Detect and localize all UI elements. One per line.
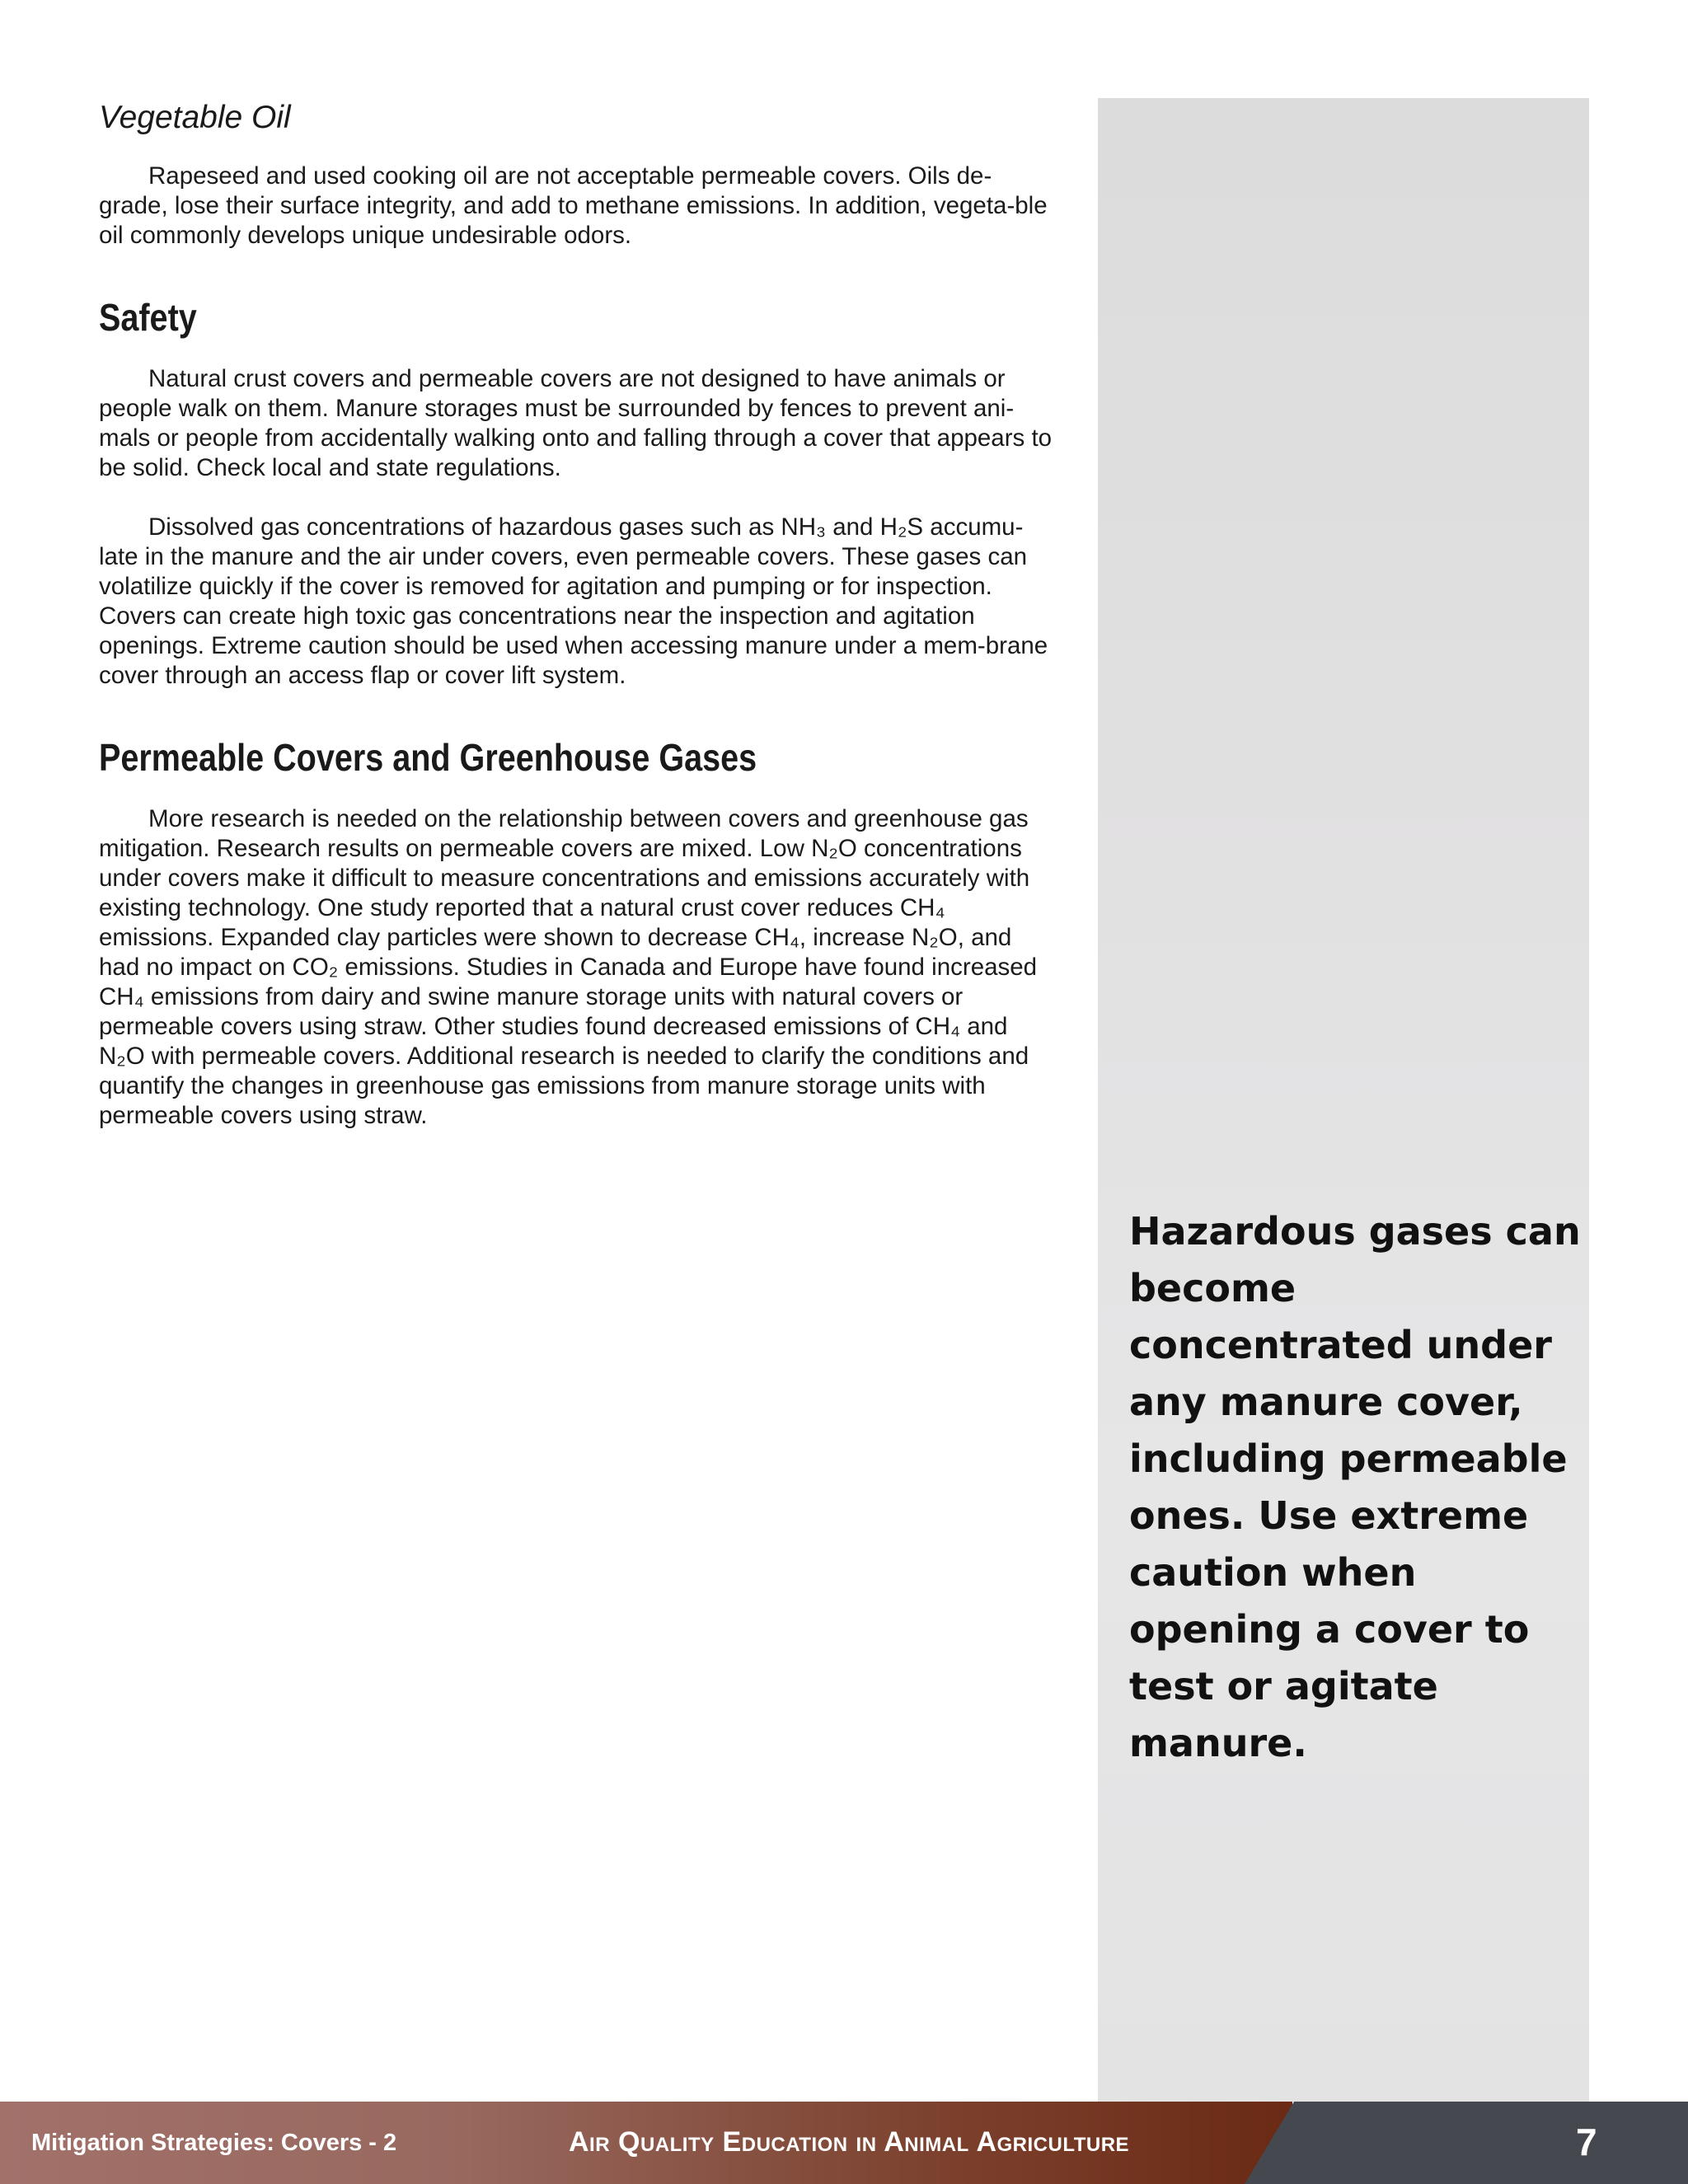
permeable-ghg-paragraph: More research is needed on the relationship between covers and greenhouse gas mitigation. Research results on permeable covers are mixed. Low N₂O concentrations under covers make it difficult to measure concentrations and emissions accurately with existing technology. One study reported that a natural crust cover reduces CH₄ emissions. Expanded clay particles were shown to decrease CH₄, increase N₂O, and had no impact on CO₂ emissions. Studies in Canada and Europe have found increased CH₄ emissions from dairy and swine manure storage units with natural covers or permeable covers using straw. Other studies found decreased emissions of CH₄ and N₂O with permeable covers. Additional research is needed to clarify the conditions and quantify the changes in greenhouse gas emissions from manure storage units with permeable covers using straw. — [99, 805, 1038, 1129]
sidebar-panel — [1098, 98, 1589, 2102]
sidebar-callout: Hazardous gases can become concentrated under any manure cover, including permeable ones. Use extreme caution when opening a cover to test or agitate manure. — [1129, 1209, 1581, 1765]
page-number: 7 — [1576, 2121, 1597, 2163]
safety-heading: Safety — [99, 296, 197, 339]
page-footer — [0, 2102, 1688, 2184]
safety-paragraph-2: Dissolved gas concentrations of hazardous gases such as NH₃ and H₂S accumu-late in the manure and the air under covers, even permeable covers. These gases can volatilize quickly if the cover is removed for agitation and pumping or for inspection. Covers can create high toxic gas concentrations near the inspection and agitation openings. Extreme caution should be used when accessing manure under a mem-brane cover through an access flap or cover lift system. — [99, 513, 1048, 689]
footer-section-title: Mitigation Strategies: Covers - 2 — [31, 2130, 397, 2156]
vegetable-oil-paragraph: Rapeseed and used cooking oil are not acceptable permeable covers. Oils de-grade, lose their surface integrity, and add to methane emissions. In addition, vegeta-ble oil commonly develops unique undesirable odors. — [99, 162, 1048, 249]
footer-dark-band — [1245, 2102, 1688, 2184]
main-column — [99, 97, 1055, 1160]
vegetable-oil-heading: Vegetable Oil — [99, 100, 291, 135]
footer-series-title: Air Quality Education in Animal Agriculture — [569, 2126, 1130, 2158]
safety-paragraph-1: Natural crust covers and permeable covers are not designed to have animals or people walk on them. Manure storages must be surrounded by fences to prevent ani-mals or people from accidentally walking onto and falling through a cover that appears to be solid. Check local and state regulations. — [99, 365, 1053, 481]
permeable-ghg-heading: Permeable Covers and Greenhouse Gases — [99, 736, 757, 779]
